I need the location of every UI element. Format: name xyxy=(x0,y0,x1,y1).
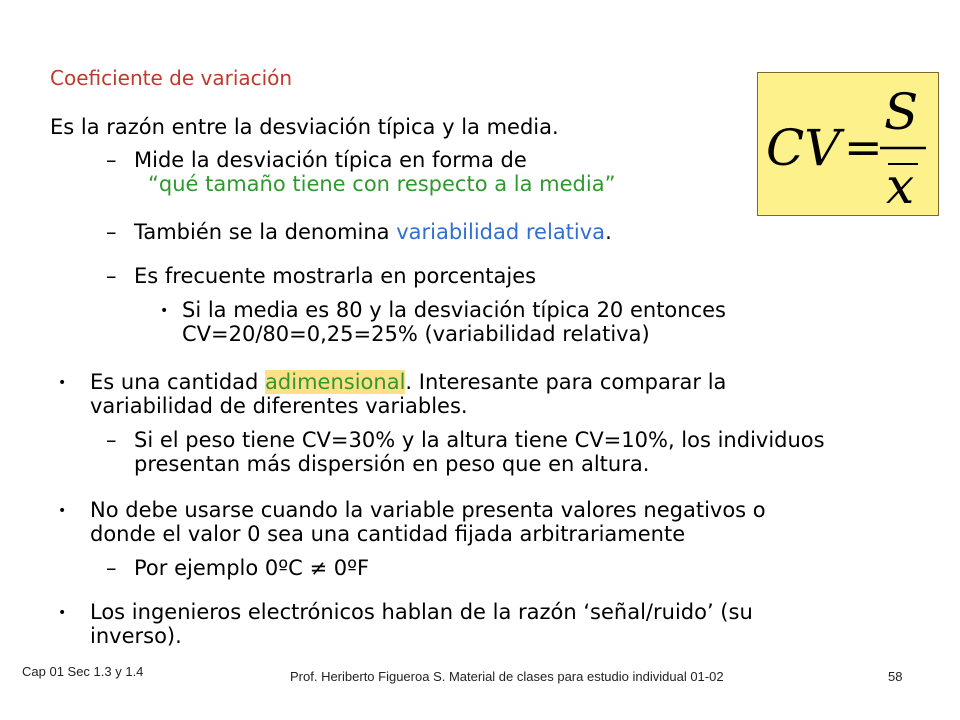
dash-marker: – xyxy=(106,428,117,452)
negativos-line-1: No debe usarse cuando la variable presenta valores negativos o xyxy=(90,498,766,522)
footer-author: Prof. Heriberto Figueroa S. Material de clases para estudio individual 01-02 xyxy=(290,669,724,684)
slide-title: Coeficiente de variación xyxy=(50,66,293,90)
peso-line-1: Si el peso tiene CV=30% y la altura tiene CV=10%, los individuos xyxy=(134,428,825,452)
dash-marker: – xyxy=(106,264,117,288)
ejemplo-line-1: Si la media es 80 y la desviación típica 20 entonces xyxy=(182,298,727,322)
footer-section: Cap 01 Sec 1.3 y 1.4 xyxy=(22,664,144,679)
ingenieros-line-1: Los ingenieros electrónicos hablan de la razón ‘señal/ruido’ (su xyxy=(90,600,753,624)
peso-line-2: presentan más dispersión en peso que en altura. xyxy=(134,452,650,476)
tambien-period: . xyxy=(605,220,612,244)
formula-box xyxy=(757,72,939,216)
adim-text-2: . Interesante para comparar la xyxy=(405,370,727,394)
bullet-marker: • xyxy=(160,303,169,319)
cv-formula xyxy=(758,73,938,215)
adimensional-line-2: variabilidad de diferentes variables. xyxy=(90,394,468,418)
formula-cv: CV xyxy=(766,119,841,177)
adim-text: Es una cantidad xyxy=(90,370,266,394)
variabilidad-relativa-term: variabilidad relativa xyxy=(396,220,606,244)
mide-line-2: “qué tamaño tiene con respecto a la media” xyxy=(148,172,616,196)
dash-marker: – xyxy=(106,148,117,172)
mide-line-1: Mide la desviación típica en forma de xyxy=(134,148,527,172)
page-number: 58 xyxy=(888,669,903,684)
adimensional-term: adimensional xyxy=(265,370,406,394)
tambien-line xyxy=(134,220,612,244)
bullet-marker: • xyxy=(58,375,67,391)
dash-marker: – xyxy=(106,220,117,244)
formula-numerator: S xyxy=(884,83,919,141)
dash-marker: – xyxy=(106,556,117,580)
por-ejemplo-line: Por ejemplo 0ºC ≠ 0ºF xyxy=(134,556,370,580)
bullet-marker: • xyxy=(58,605,67,621)
formula-denominator: x xyxy=(886,157,915,215)
ingenieros-line-2: inverso). xyxy=(90,624,182,648)
frecuente-line: Es frecuente mostrarla en porcentajes xyxy=(134,264,537,288)
definition-text: Es la razón entre la desviación típica y la media. xyxy=(50,115,559,139)
formula-equals: = xyxy=(844,120,883,174)
ejemplo-line-2: CV=20/80=0,25=25% (variabilidad relativa) xyxy=(182,322,650,346)
bullet-marker: • xyxy=(58,503,67,519)
negativos-line-2: donde el valor 0 sea una cantidad fijada arbitrariamente xyxy=(90,522,686,546)
adimensional-line-1 xyxy=(90,370,726,394)
tambien-text: También se la denomina xyxy=(134,220,397,244)
